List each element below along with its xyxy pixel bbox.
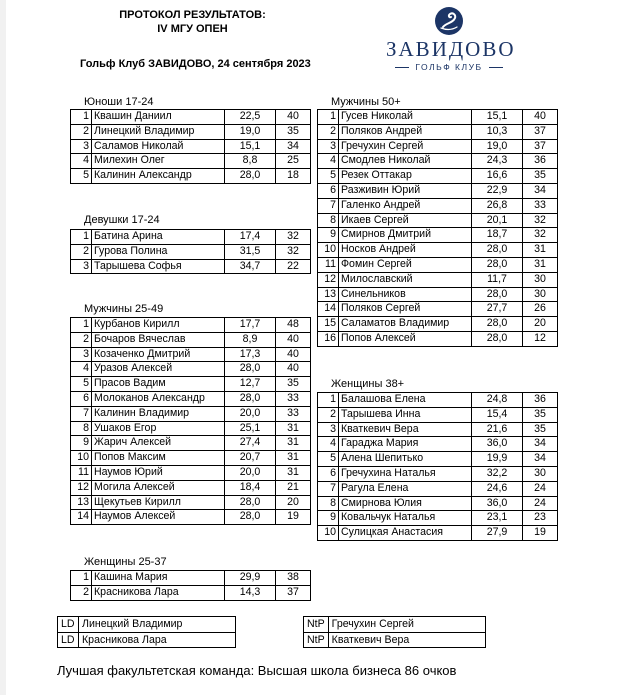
player-name-cell: Гусев Николай (339, 110, 472, 125)
score-cell: 33 (276, 406, 311, 421)
handicap-cell: 28,0 (225, 169, 276, 184)
table-row (71, 510, 311, 525)
table-row (318, 407, 558, 422)
player-name-cell: Молоканов Александр (92, 391, 225, 406)
handicap-cell: 15,1 (225, 139, 276, 154)
place-cell: 3 (71, 259, 92, 274)
player-name-cell: Могила Алексей (92, 480, 225, 495)
table-row (318, 243, 558, 258)
table-row (318, 272, 558, 287)
document-title: ПРОТОКОЛ РЕЗУЛЬТАТОВ: (119, 9, 266, 21)
place-cell: 2 (318, 124, 339, 139)
award-row (304, 632, 486, 648)
handicap-cell: 20,7 (225, 451, 276, 466)
place-cell: 1 (71, 318, 92, 333)
group-title-women-38: Женщины 38+ (331, 378, 405, 390)
player-name-cell: Милехин Олег (92, 154, 225, 169)
handicap-cell: 18,7 (472, 228, 523, 243)
table-row (318, 154, 558, 169)
place-cell: 6 (318, 183, 339, 198)
place-cell: 16 (318, 331, 339, 346)
score-cell: 40 (523, 110, 558, 125)
handicap-cell: 8,8 (225, 154, 276, 169)
place-cell: 14 (71, 510, 92, 525)
table-row (71, 244, 311, 259)
place-cell: 12 (318, 272, 339, 287)
table-women-38 (317, 392, 558, 541)
place-cell: 4 (71, 154, 92, 169)
table-row (318, 183, 558, 198)
place-cell: 3 (71, 347, 92, 362)
score-cell: 31 (523, 257, 558, 272)
score-cell: 36 (523, 393, 558, 408)
handicap-cell: 25,1 (225, 421, 276, 436)
place-cell: 3 (318, 422, 339, 437)
score-cell: 32 (276, 244, 311, 259)
player-name-cell: Прасов Вадим (92, 377, 225, 392)
place-cell: 13 (318, 287, 339, 302)
handicap-cell: 22,9 (472, 183, 523, 198)
handicap-cell: 11,7 (472, 272, 523, 287)
player-name-cell: Фомин Сергей (339, 257, 472, 272)
score-cell: 31 (276, 451, 311, 466)
score-cell: 30 (523, 466, 558, 481)
player-name-cell: Алена Шепитько (339, 452, 472, 467)
place-cell: 1 (71, 230, 92, 245)
award-winner-cell: Кваткевич Вера (328, 632, 485, 648)
player-name-cell: Линецкий Владимир (92, 124, 225, 139)
best-team-footer: Лучшая факультетская команда: Высшая школа бизнеса 86 очков (57, 663, 457, 678)
place-cell: 5 (71, 377, 92, 392)
table-row (71, 318, 311, 333)
nearest-to-pin-table (303, 616, 486, 648)
player-name-cell: Гурова Полина (92, 244, 225, 259)
score-cell: 35 (276, 377, 311, 392)
logo-subtitle (386, 62, 512, 72)
table-row (71, 139, 311, 154)
place-cell: 2 (71, 332, 92, 347)
score-cell: 40 (276, 110, 311, 125)
club-logo (386, 6, 516, 80)
player-name-cell: Ушаков Егор (92, 421, 225, 436)
table-row (71, 230, 311, 245)
handicap-cell: 28,0 (472, 287, 523, 302)
player-name-cell: Уразов Алексей (92, 362, 225, 377)
table-juniors-girls (70, 229, 311, 274)
score-cell: 31 (523, 243, 558, 258)
table-row (71, 347, 311, 362)
group-title-women-25-37: Женщины 25-37 (84, 556, 167, 568)
table-row (71, 377, 311, 392)
handicap-cell: 27,7 (472, 302, 523, 317)
player-name-cell: Галенко Андрей (339, 198, 472, 213)
handicap-cell: 28,0 (472, 243, 523, 258)
player-name-cell: Наумов Юрий (92, 465, 225, 480)
score-cell: 19 (523, 526, 558, 541)
table-row (71, 169, 311, 184)
score-cell: 33 (523, 198, 558, 213)
place-cell: 9 (71, 436, 92, 451)
place-cell: 4 (318, 437, 339, 452)
place-cell: 6 (71, 391, 92, 406)
award-code-cell: NtP (304, 617, 329, 633)
table-row (318, 526, 558, 541)
place-cell: 2 (71, 244, 92, 259)
table-row (318, 437, 558, 452)
player-name-cell: Синельников (339, 287, 472, 302)
place-cell: 1 (318, 393, 339, 408)
place-cell: 11 (71, 465, 92, 480)
handicap-cell: 10,3 (472, 124, 523, 139)
table-row (71, 495, 311, 510)
table-row (71, 571, 311, 586)
score-cell: 48 (276, 318, 311, 333)
table-row (318, 198, 558, 213)
table-row (318, 393, 558, 408)
score-cell: 30 (523, 272, 558, 287)
award-winner-cell: Гречухин Сергей (328, 617, 485, 633)
handicap-cell: 17,7 (225, 318, 276, 333)
score-cell: 31 (276, 436, 311, 451)
player-name-cell: Разживин Юрий (339, 183, 472, 198)
score-cell: 25 (276, 154, 311, 169)
swan-emblem-icon (432, 6, 466, 36)
score-cell: 18 (276, 169, 311, 184)
score-cell: 19 (276, 510, 311, 525)
player-name-cell: Смирнова Юлия (339, 496, 472, 511)
handicap-cell: 24,6 (472, 481, 523, 496)
player-name-cell: Гараджа Мария (339, 437, 472, 452)
table-row (71, 465, 311, 480)
table-row (318, 213, 558, 228)
player-name-cell: Тарышева Инна (339, 407, 472, 422)
score-cell: 35 (523, 169, 558, 184)
handicap-cell: 15,1 (472, 110, 523, 125)
player-name-cell: Красникова Лара (92, 585, 225, 600)
group-title-men-25-49: Мужчины 25-49 (84, 303, 164, 315)
group-title-juniors-girls: Девушки 17-24 (84, 214, 160, 226)
score-cell: 21 (276, 480, 311, 495)
score-cell: 30 (523, 287, 558, 302)
table-row (318, 331, 558, 346)
place-cell: 5 (71, 169, 92, 184)
document-subtitle: IV МГУ ОПЕН (157, 22, 228, 35)
player-name-cell: Резек Оттакар (339, 169, 472, 184)
score-cell: 35 (276, 124, 311, 139)
handicap-cell: 23,1 (472, 511, 523, 526)
handicap-cell: 17,4 (225, 230, 276, 245)
table-row (71, 154, 311, 169)
player-name-cell: Смодлев Николай (339, 154, 472, 169)
table-row (318, 110, 558, 125)
player-name-cell: Ковальчук Наталья (339, 511, 472, 526)
player-name-cell: Калинин Владимир (92, 406, 225, 421)
place-cell: 5 (318, 169, 339, 184)
score-cell: 32 (523, 228, 558, 243)
score-cell: 35 (523, 422, 558, 437)
handicap-cell: 27,9 (472, 526, 523, 541)
handicap-cell: 16,6 (472, 169, 523, 184)
player-name-cell: Поляков Сергей (339, 302, 472, 317)
table-row (318, 257, 558, 272)
logo-subtitle-text: ГОЛЬФ КЛУБ (415, 62, 483, 72)
handicap-cell: 12,7 (225, 377, 276, 392)
table-women-25-37 (70, 570, 311, 601)
club-line: Гольф Клуб ЗАВИДОВО, 24 сентября 2023 (80, 58, 311, 70)
table-row (318, 317, 558, 332)
score-cell: 20 (523, 317, 558, 332)
handicap-cell: 21,6 (472, 422, 523, 437)
score-cell: 33 (276, 391, 311, 406)
table-row (71, 421, 311, 436)
handicap-cell: 20,1 (472, 213, 523, 228)
handicap-cell: 18,4 (225, 480, 276, 495)
place-cell: 9 (318, 511, 339, 526)
table-row (318, 452, 558, 467)
handicap-cell: 31,5 (225, 244, 276, 259)
score-cell: 40 (276, 362, 311, 377)
table-row (318, 466, 558, 481)
handicap-cell: 8,9 (225, 332, 276, 347)
handicap-cell: 28,0 (472, 317, 523, 332)
table-row (318, 511, 558, 526)
longest-drive-table (57, 616, 236, 648)
handicap-cell: 28,0 (225, 391, 276, 406)
handicap-cell: 28,0 (472, 331, 523, 346)
score-cell: 40 (276, 332, 311, 347)
player-name-cell: Саламатов Владимир (339, 317, 472, 332)
table-row (318, 169, 558, 184)
place-cell: 10 (318, 243, 339, 258)
table-row (71, 124, 311, 139)
score-cell: 37 (523, 124, 558, 139)
place-cell: 3 (71, 139, 92, 154)
logo-name: ЗАВИДОВО (386, 37, 516, 61)
player-name-cell: Смирнов Дмитрий (339, 228, 472, 243)
table-row (318, 496, 558, 511)
place-cell: 2 (71, 585, 92, 600)
table-row (71, 436, 311, 451)
handicap-cell: 36,0 (472, 437, 523, 452)
place-cell: 1 (71, 571, 92, 586)
place-cell: 3 (318, 139, 339, 154)
place-cell: 5 (318, 452, 339, 467)
table-row (318, 124, 558, 139)
place-cell: 7 (318, 198, 339, 213)
table-men-50 (317, 109, 558, 347)
table-row (71, 585, 311, 600)
score-cell: 34 (523, 452, 558, 467)
player-name-cell: Поляков Андрей (339, 124, 472, 139)
place-cell: 11 (318, 257, 339, 272)
handicap-cell: 28,0 (225, 495, 276, 510)
score-cell: 23 (523, 511, 558, 526)
place-cell: 8 (318, 213, 339, 228)
player-name-cell: Курбанов Кирилл (92, 318, 225, 333)
table-juniors-boys (70, 109, 311, 184)
score-cell: 22 (276, 259, 311, 274)
handicap-cell: 34,7 (225, 259, 276, 274)
table-row (71, 362, 311, 377)
player-name-cell: Сулицкая Анастасия (339, 526, 472, 541)
player-name-cell: Саламов Николай (92, 139, 225, 154)
player-name-cell: Батина Арина (92, 230, 225, 245)
handicap-cell: 24,8 (472, 393, 523, 408)
place-cell: 14 (318, 302, 339, 317)
table-row (71, 110, 311, 125)
score-cell: 37 (276, 585, 311, 600)
score-cell: 12 (523, 331, 558, 346)
place-cell: 10 (318, 526, 339, 541)
handicap-cell: 19,0 (225, 124, 276, 139)
handicap-cell: 19,0 (472, 139, 523, 154)
place-cell: 9 (318, 228, 339, 243)
score-cell: 31 (276, 421, 311, 436)
player-name-cell: Козаченко Дмитрий (92, 347, 225, 362)
place-cell: 13 (71, 495, 92, 510)
place-cell: 1 (71, 110, 92, 125)
score-cell: 34 (523, 437, 558, 452)
table-row (318, 287, 558, 302)
score-cell: 24 (523, 481, 558, 496)
score-cell: 38 (276, 571, 311, 586)
player-name-cell: Щекутьев Кирилл (92, 495, 225, 510)
player-name-cell: Кваткевич Вера (339, 422, 472, 437)
score-cell: 35 (523, 407, 558, 422)
award-winner-cell: Красникова Лара (79, 632, 236, 648)
score-cell: 26 (523, 302, 558, 317)
place-cell: 8 (71, 421, 92, 436)
score-cell: 24 (523, 496, 558, 511)
player-name-cell: Жарич Алексей (92, 436, 225, 451)
place-cell: 8 (318, 496, 339, 511)
player-name-cell: Носков Андрей (339, 243, 472, 258)
score-cell: 36 (523, 154, 558, 169)
award-code-cell: LD (58, 617, 79, 633)
handicap-cell: 27,4 (225, 436, 276, 451)
player-name-cell: Попов Максим (92, 451, 225, 466)
handicap-cell: 17,3 (225, 347, 276, 362)
table-row (318, 228, 558, 243)
logo-dash-right (489, 67, 503, 68)
handicap-cell: 36,0 (472, 496, 523, 511)
score-cell: 34 (523, 183, 558, 198)
place-cell: 4 (318, 154, 339, 169)
player-name-cell: Квашин Даниил (92, 110, 225, 125)
handicap-cell: 32,2 (472, 466, 523, 481)
player-name-cell: Гречухин Сергей (339, 139, 472, 154)
handicap-cell: 26,8 (472, 198, 523, 213)
award-code-cell: NtP (304, 632, 329, 648)
place-cell: 15 (318, 317, 339, 332)
player-name-cell: Калинин Александр (92, 169, 225, 184)
document-header (70, 9, 315, 36)
score-cell: 40 (276, 347, 311, 362)
handicap-cell: 24,3 (472, 154, 523, 169)
player-name-cell: Попов Алексей (339, 331, 472, 346)
group-title-juniors-boys: Юноши 17-24 (84, 96, 154, 108)
handicap-cell: 19,9 (472, 452, 523, 467)
award-row (58, 632, 236, 648)
place-cell: 10 (71, 451, 92, 466)
table-row (71, 332, 311, 347)
table-row (318, 139, 558, 154)
place-cell: 4 (71, 362, 92, 377)
group-title-men-50: Мужчины 50+ (331, 96, 401, 108)
handicap-cell: 20,0 (225, 465, 276, 480)
score-cell: 37 (523, 139, 558, 154)
player-name-cell: Наумов Алексей (92, 510, 225, 525)
table-row (318, 481, 558, 496)
table-row (71, 480, 311, 495)
table-row (318, 422, 558, 437)
table-row (71, 391, 311, 406)
score-cell: 34 (276, 139, 311, 154)
place-cell: 2 (318, 407, 339, 422)
handicap-cell: 28,0 (225, 510, 276, 525)
player-name-cell: Гречухина Наталья (339, 466, 472, 481)
table-row (318, 302, 558, 317)
page-edge (0, 0, 6, 695)
place-cell: 2 (71, 124, 92, 139)
handicap-cell: 29,9 (225, 571, 276, 586)
handicap-cell: 15,4 (472, 407, 523, 422)
player-name-cell: Тарышева Софья (92, 259, 225, 274)
handicap-cell: 20,0 (225, 406, 276, 421)
place-cell: 12 (71, 480, 92, 495)
player-name-cell: Икаев Сергей (339, 213, 472, 228)
handicap-cell: 14,3 (225, 585, 276, 600)
award-row (304, 617, 486, 633)
score-cell: 20 (276, 495, 311, 510)
handicap-cell: 28,0 (225, 362, 276, 377)
player-name-cell: Балашова Елена (339, 393, 472, 408)
player-name-cell: Рагула Елена (339, 481, 472, 496)
player-name-cell: Бочаров Вячеслав (92, 332, 225, 347)
score-cell: 31 (276, 465, 311, 480)
player-name-cell: Милославский (339, 272, 472, 287)
place-cell: 7 (318, 481, 339, 496)
handicap-cell: 22,5 (225, 110, 276, 125)
logo-dash-left (395, 67, 409, 68)
award-row (58, 617, 236, 633)
score-cell: 32 (276, 230, 311, 245)
place-cell: 1 (318, 110, 339, 125)
award-code-cell: LD (58, 632, 79, 648)
place-cell: 6 (318, 466, 339, 481)
table-row (71, 451, 311, 466)
award-winner-cell: Линецкий Владимир (79, 617, 236, 633)
table-men-25-49 (70, 317, 311, 525)
score-cell: 32 (523, 213, 558, 228)
table-row (71, 259, 311, 274)
handicap-cell: 28,0 (472, 257, 523, 272)
table-row (71, 406, 311, 421)
player-name-cell: Кашина Мария (92, 571, 225, 586)
place-cell: 7 (71, 406, 92, 421)
